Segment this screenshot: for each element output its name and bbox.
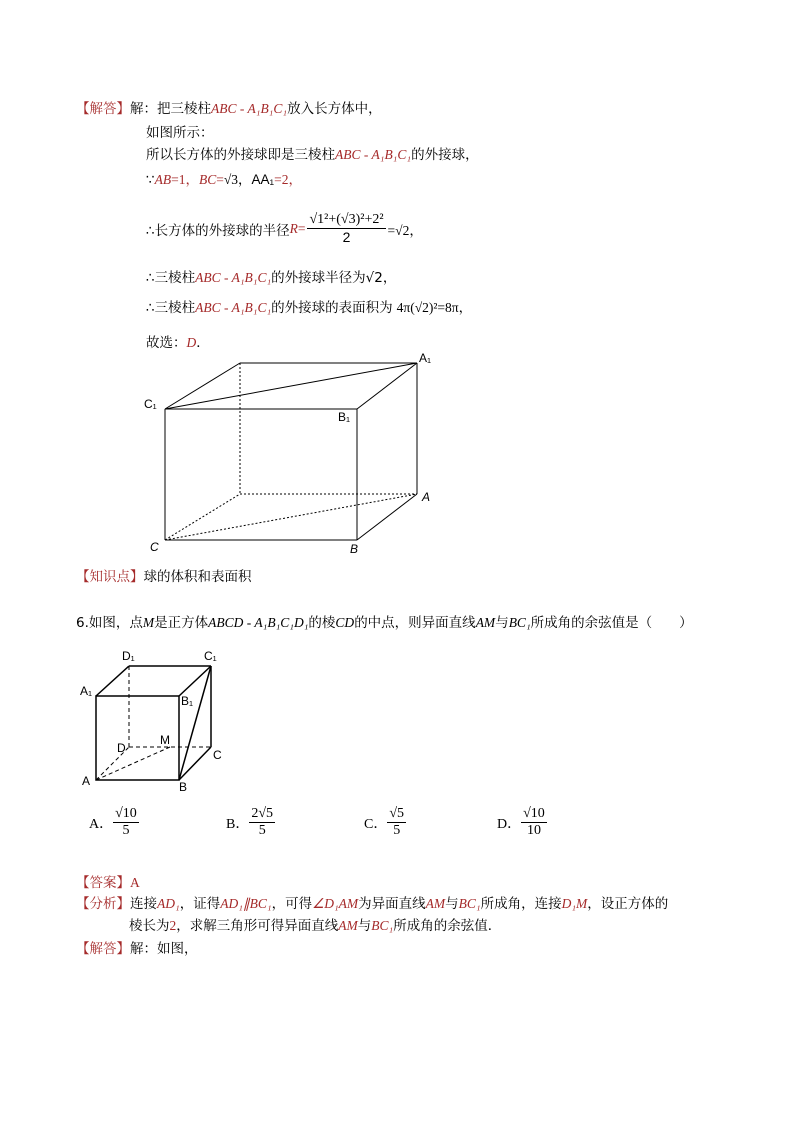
label-m: M bbox=[160, 733, 170, 747]
option-b[interactable]: B． $\frac{2√5}{5}$ bbox=[226, 806, 274, 838]
label-c1: C₁ bbox=[204, 649, 217, 663]
label-a: A bbox=[422, 490, 431, 504]
knowledge-point: 【知识点】球的体积和表面积 bbox=[76, 569, 252, 585]
radius-fraction: $\frac{\text{√1²+(√3)²+2²}}{2}$ bbox=[309, 212, 384, 245]
label-c: C bbox=[213, 748, 222, 762]
cube-figure bbox=[76, 645, 236, 795]
solution-line-7: ∴三棱柱ABC - A₁B₁C₁的外接球的表面积为 4π(√2)²=8π， bbox=[146, 300, 473, 316]
solution-line-2: 如图所示： bbox=[146, 125, 214, 141]
label-c1: C₁ bbox=[144, 397, 157, 411]
label-d1: D₁ bbox=[122, 649, 135, 663]
label-a1: A₁ bbox=[80, 684, 93, 698]
solution-line-5: ∴长方体的外接球的半径 R = $\frac{\text{√1²+(√3)²+2²}}{2}$ =√2， bbox=[146, 212, 423, 245]
label-d: D bbox=[117, 741, 126, 755]
label-b: B bbox=[350, 542, 359, 556]
label-b1: B₁ bbox=[181, 694, 194, 708]
analysis-line-1: 【分析】连接AD₁，证得AD₁∥BC₁，可得∠D₁AM为异面直线AM与BC₁所成角，连接D₁M，设正方体的 bbox=[76, 896, 669, 912]
label-a: A bbox=[82, 774, 91, 788]
answer: 【答案】A bbox=[76, 875, 140, 891]
label-a1: A₁ bbox=[419, 351, 432, 365]
edge bbox=[357, 494, 417, 540]
label-c: C bbox=[150, 540, 159, 554]
label-b: B bbox=[179, 780, 188, 794]
solution-line-4: ∵AB=1，BC=√3，AA₁=2， bbox=[146, 172, 302, 188]
solution-line-3: 所以长方体的外接球即是三棱柱ABC - A₁B₁C₁的外接球， bbox=[146, 147, 479, 163]
analysis-line-2: 棱长为2，求解三角形可得异面直线AM与BC₁所成角的余弦值． bbox=[129, 918, 502, 934]
solution-tag: 【解答】 bbox=[76, 101, 130, 117]
hidden-edge bbox=[165, 494, 240, 540]
option-a[interactable]: A． $\frac{√10}{5}$ bbox=[89, 806, 137, 838]
option-c[interactable]: C． $\frac{√5}{5}$ bbox=[364, 806, 405, 838]
hidden-segment-a-m bbox=[96, 747, 170, 780]
option-d[interactable]: D． $\frac{√10}{10}$ bbox=[497, 806, 545, 838]
solution-2: 【解答】解：如图， bbox=[76, 941, 198, 957]
question-6: 6.如图，点M是正方体ABCD - A₁B₁C₁D₁的棱CD的中点，则异面直线AM与BC₁所成角的余弦值是（ ） bbox=[76, 615, 693, 631]
edge bbox=[96, 666, 129, 696]
label-b1: B₁ bbox=[338, 410, 351, 424]
solution-line-6: ∴三棱柱ABC - A₁B₁C₁的外接球半径为√2， bbox=[146, 270, 397, 286]
edge bbox=[357, 363, 417, 409]
box-figure bbox=[140, 348, 440, 558]
solution-line-8: 故选：D． bbox=[146, 335, 210, 351]
answer-value: A bbox=[130, 875, 140, 890]
solution-line-1: 【解答】解：把三棱柱ABC - A₁B₁C₁放入长方体中， bbox=[76, 101, 382, 117]
